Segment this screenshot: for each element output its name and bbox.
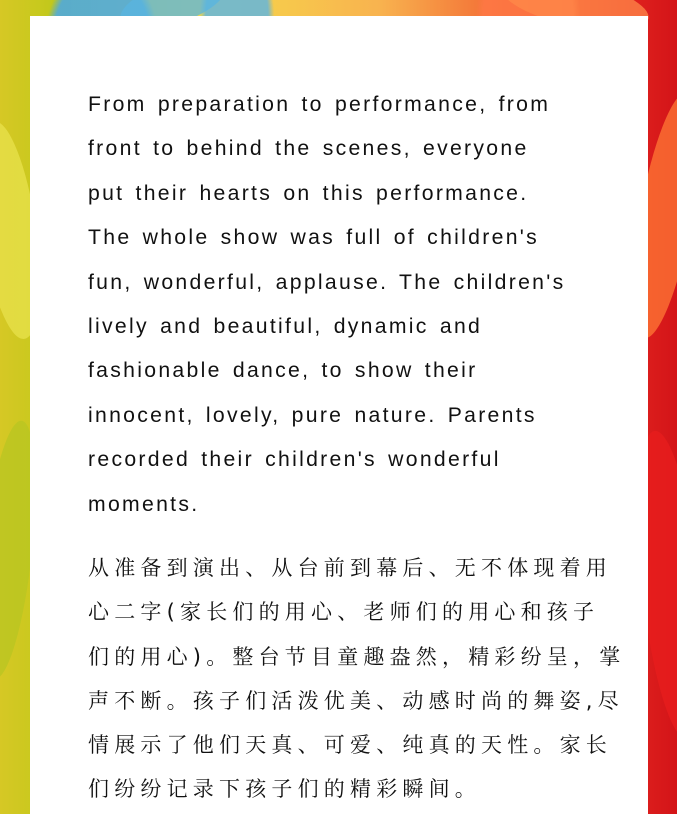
english-line: The whole show was full of children's xyxy=(88,226,540,250)
english-line: put their hearts on this performance. xyxy=(88,181,529,205)
english-line: From preparation to performance, from xyxy=(88,93,551,116)
english-line: front to behind the scenes, everyone xyxy=(88,137,529,161)
chinese-line: 们纷纷记录下孩子们的精彩瞬间。 xyxy=(88,777,481,802)
chinese-line: 情展示了他们天真、可爱、纯真的天性。家长 xyxy=(88,733,612,758)
english-line: moments. xyxy=(88,492,200,516)
english-line: lively and beautiful, dynamic and xyxy=(88,315,483,339)
chinese-line: 声不断。孩子们活泼优美、动感时尚的舞姿,尽 xyxy=(88,688,624,713)
chinese-paragraph xyxy=(88,546,628,812)
english-line: fun, wonderful, applause. The children's xyxy=(88,270,566,294)
english-line: recorded their children's wonderful xyxy=(88,448,501,472)
english-line: innocent, lovely, pure nature. Parents xyxy=(88,403,537,427)
english-line: fashionable dance, to show their xyxy=(88,359,478,383)
english-paragraph xyxy=(88,83,628,527)
white-content-panel xyxy=(30,16,648,814)
chinese-line: 心二字(家长们的用心、老师们的用心和孩子 xyxy=(88,600,600,625)
chinese-line: 从准备到演出、从台前到幕后、无不体现着用 xyxy=(88,556,612,580)
chinese-line: 们的用心)。整台节目童趣盎然，精彩纷呈，掌 xyxy=(88,644,626,669)
